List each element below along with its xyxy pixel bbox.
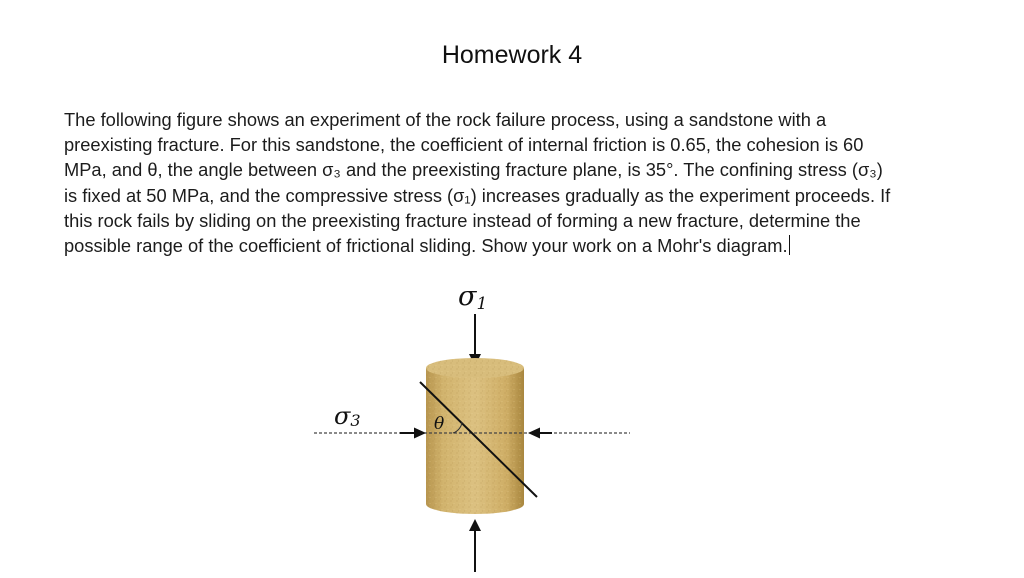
sigma1-label	[458, 281, 487, 314]
problem-statement	[64, 107, 1009, 258]
sigma1-symbol: σ	[458, 281, 477, 312]
problem-line-3: MPa, and θ, the angle between σ₃ and the preexisting fracture plane, is 35°. The confining stress (σ₃)	[64, 159, 883, 181]
theta-label: θ	[434, 414, 445, 434]
sigma1-subscript: 1	[476, 294, 488, 314]
figure-svg	[300, 272, 660, 578]
text-cursor	[789, 235, 790, 255]
problem-line-6-text: possible range of the coefficient of frictional sliding. Show your work on a Mohr's diagram.	[64, 235, 788, 257]
sigma3-left-arrow-head	[414, 428, 426, 439]
problem-line-1: The following figure shows an experiment of the rock failure process, using a sandstone with a	[64, 109, 827, 130]
sigma3-label	[334, 402, 361, 430]
sigma1-bottom-arrow-head	[469, 519, 481, 531]
sigma3-right-arrow-head	[528, 428, 540, 439]
sigma3-subscript: 3	[350, 411, 361, 430]
rock-experiment-figure	[300, 272, 660, 578]
sigma3-symbol: σ	[334, 402, 351, 430]
problem-line-2: preexisting fracture. For this sandstone, the coefficient of internal friction is 0.65, the cohesion is 60	[64, 134, 864, 156]
problem-line-6	[64, 233, 1009, 258]
page-title: Homework 4	[441, 41, 583, 69]
problem-line-4: is fixed at 50 MPa, and the compressive stress (σ₁) increases gradually as the experiment proceeds. If	[64, 184, 891, 206]
problem-line-5: this rock fails by sliding on the preexisting fracture instead of forming a new fracture, determine the	[64, 209, 861, 231]
